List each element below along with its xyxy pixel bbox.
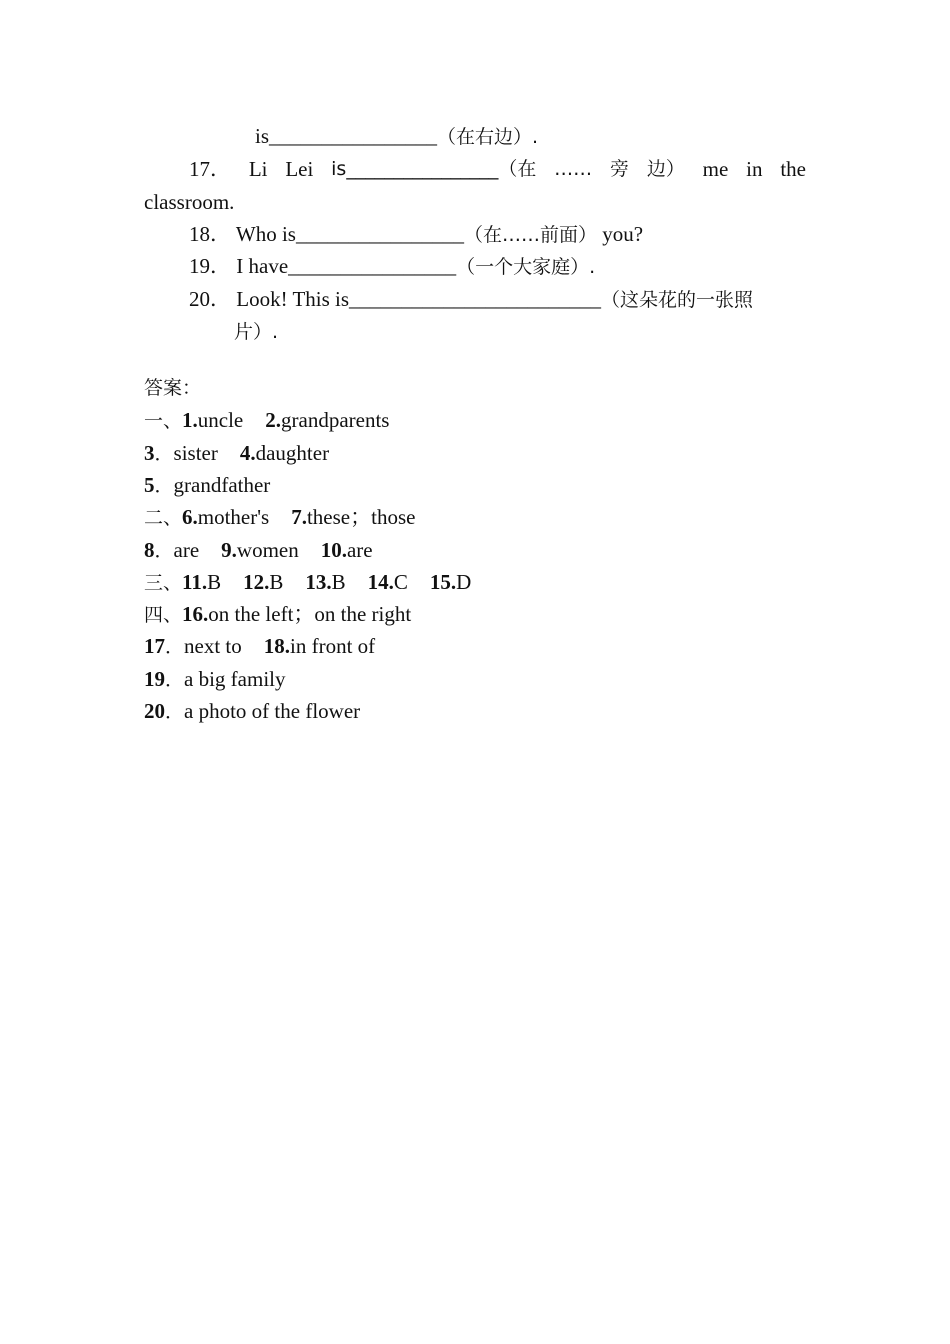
- answer-row: [144, 503, 415, 531]
- q17-number: 17．: [189, 157, 231, 181]
- answer-text: uncle: [197, 408, 244, 432]
- answer-text: in front of: [290, 634, 376, 658]
- answer-separator: ．: [154, 540, 174, 562]
- q19-hint: （一个大家庭）.: [456, 256, 596, 278]
- q17-word: 边）: [646, 158, 685, 180]
- answer-row: [144, 536, 373, 564]
- answer-number: 15.: [429, 570, 457, 594]
- q17-line: [189, 155, 806, 183]
- answer-number: 9.: [221, 538, 237, 562]
- answer-text: a photo of the flower: [184, 699, 361, 723]
- answer-number: 20: [144, 699, 165, 723]
- q17-word: the: [780, 157, 806, 181]
- answer-number: 8: [144, 538, 155, 562]
- q19-number: 19．: [189, 254, 231, 278]
- answer-number: 7.: [291, 505, 307, 529]
- answer-number: 16.: [182, 602, 209, 626]
- q17-word: in: [746, 157, 763, 181]
- section-prefix: 一、: [144, 410, 183, 432]
- q20-number: 20．: [189, 287, 231, 311]
- answer-row: [144, 439, 329, 467]
- answer-text: on the left；on the right: [208, 602, 412, 626]
- answer-number: 5: [144, 473, 155, 497]
- q20-hint: （这朵花的一张照: [601, 289, 754, 311]
- answer-text: these；those: [306, 505, 416, 529]
- answer-text: next to: [184, 634, 242, 658]
- q20-text: Look! This is________________________: [236, 287, 602, 311]
- answer-number: 10.: [320, 538, 347, 562]
- answer-number: 12.: [243, 570, 270, 594]
- q17-word: is________________（在: [331, 158, 537, 180]
- answer-text: B: [331, 570, 346, 594]
- q16-hint: （在右边）.: [437, 126, 539, 148]
- answer-row: [144, 406, 389, 434]
- answer-number: 17: [144, 634, 165, 658]
- section-prefix: 四、: [144, 604, 183, 626]
- q18-text: Who is________________: [235, 222, 464, 246]
- answer-number: 2.: [265, 408, 281, 432]
- q18-tail: you?: [596, 222, 644, 246]
- answer-text: D: [456, 570, 472, 594]
- q18-line: [189, 220, 643, 248]
- answer-number: 11.: [182, 570, 208, 594]
- q18-hint: （在……前面）: [463, 224, 597, 246]
- answers-heading: 答案：: [144, 377, 202, 399]
- answer-text: are: [346, 538, 373, 562]
- answer-separator: ．: [165, 701, 185, 723]
- q17-continuation: classroom.: [144, 190, 235, 214]
- answer-text: C: [393, 570, 408, 594]
- q18-number: 18．: [189, 222, 231, 246]
- answer-text: B: [269, 570, 284, 594]
- section-prefix: 三、: [144, 572, 183, 594]
- answer-text: a big family: [184, 667, 286, 691]
- answer-row: [144, 697, 360, 725]
- answer-separator: ．: [165, 669, 185, 691]
- answer-text: grandparents: [281, 408, 390, 432]
- answer-number: 4.: [239, 441, 256, 465]
- answer-text: mother's: [197, 505, 270, 529]
- answer-number: 6.: [182, 505, 198, 529]
- answer-number: 18.: [263, 634, 291, 658]
- answer-row: [144, 665, 286, 693]
- answer-text: sister: [173, 441, 218, 465]
- answer-text: daughter: [255, 441, 330, 465]
- q19-text: I have________________: [236, 254, 457, 278]
- answer-text: B: [207, 570, 222, 594]
- q17-word: me: [702, 157, 729, 181]
- q17-word: Lei: [285, 157, 314, 181]
- answer-row: [144, 600, 411, 628]
- answer-row: [144, 568, 471, 596]
- q20-line: [189, 285, 753, 313]
- section-prefix: 二、: [144, 507, 183, 529]
- answer-text: are: [173, 538, 200, 562]
- answer-text: grandfather: [173, 473, 271, 497]
- q19-line: [189, 252, 595, 280]
- answer-number: 3: [144, 441, 155, 465]
- q16-continuation: [255, 122, 538, 150]
- q17-word: Li: [248, 157, 268, 181]
- q17-word: ……: [554, 158, 593, 180]
- answer-separator: ．: [165, 636, 185, 658]
- answer-row: [144, 632, 375, 660]
- q16-text: is________________: [255, 124, 438, 148]
- answer-text: women: [236, 538, 299, 562]
- answer-number: 13.: [305, 570, 332, 594]
- answer-number: 14.: [367, 570, 394, 594]
- q20-continuation: 片）.: [234, 321, 279, 343]
- answer-number: 19: [144, 667, 165, 691]
- answer-separator: ．: [154, 475, 174, 497]
- answer-row: [144, 471, 270, 499]
- answer-number: 1.: [182, 408, 198, 432]
- answer-separator: ．: [154, 443, 174, 465]
- q17-word: 旁: [609, 158, 629, 180]
